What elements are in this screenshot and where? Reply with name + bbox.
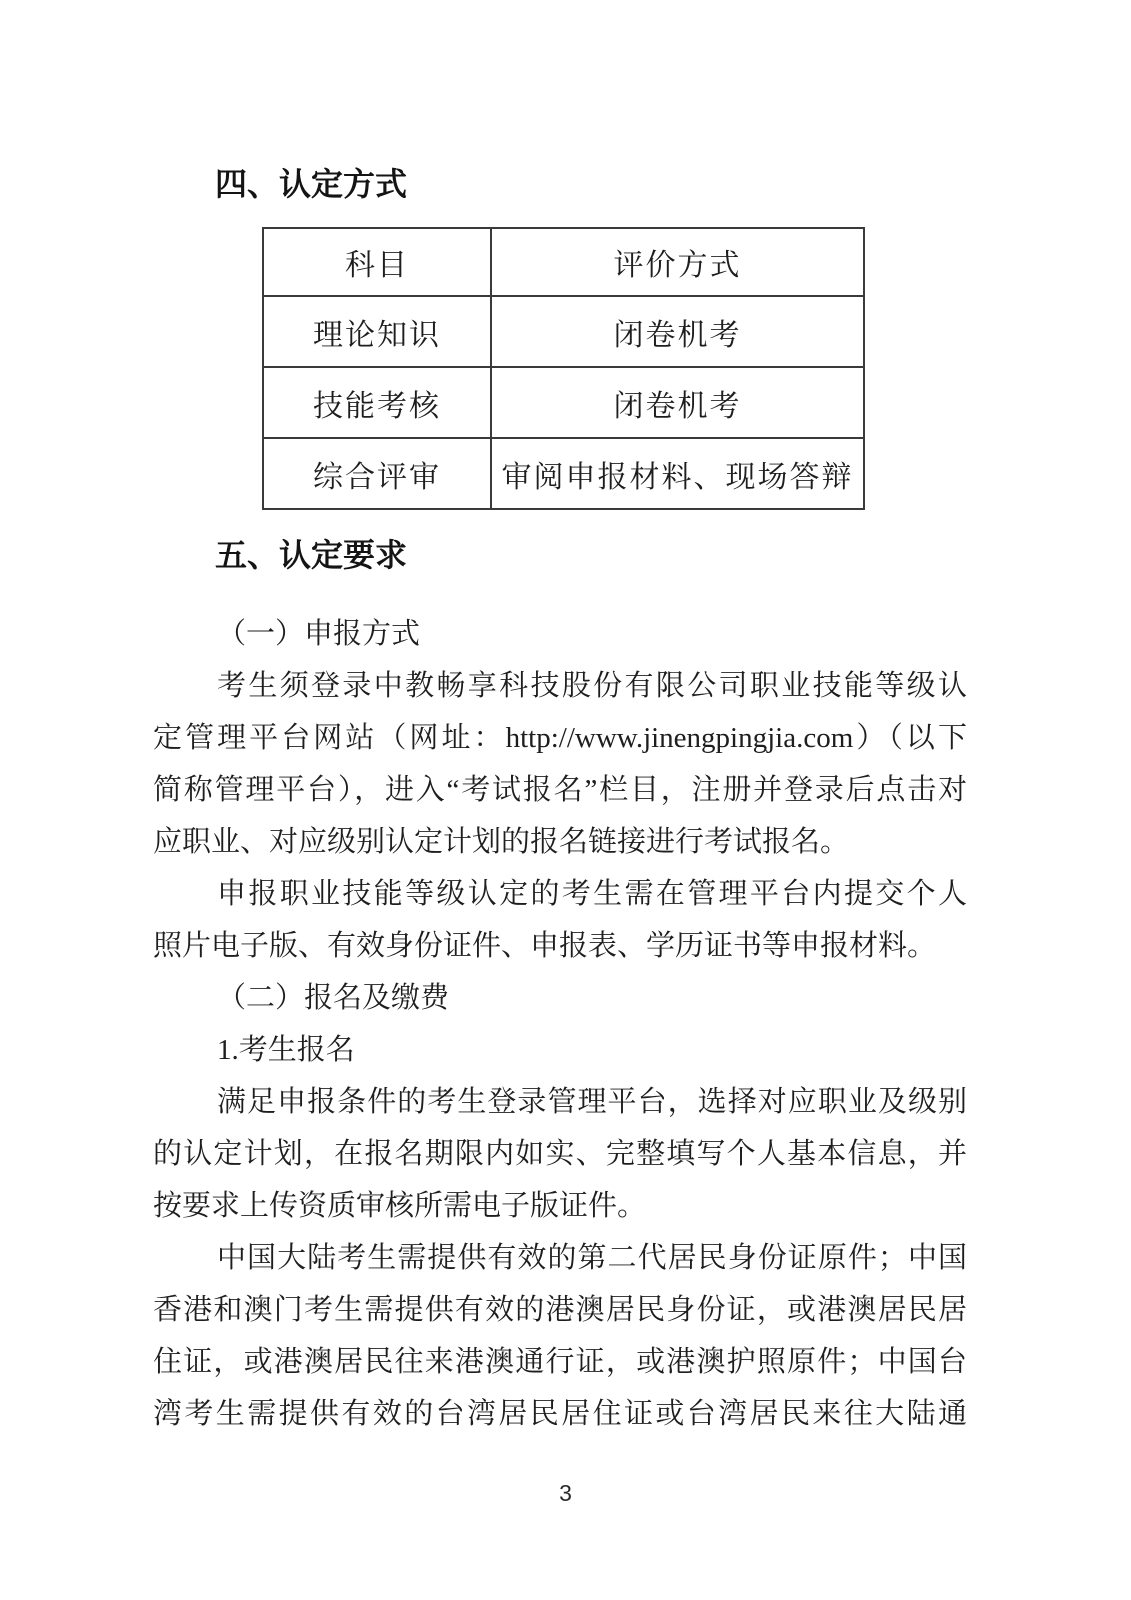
table-row	[263, 438, 864, 509]
text-line: 申报职业技能等级认定的考生需在管理平台内提交个人	[217, 878, 967, 910]
text-line: 应职业、对应级别认定计划的报名链接进行考试报名。	[153, 826, 850, 858]
text-line: 香港和澳门考生需提供有效的港澳居民身份证，或港澳居民居	[153, 1294, 967, 1326]
section-heading-5: 五、认定要求	[215, 537, 408, 573]
text-line: 湾考生需提供有效的台湾居民居住证或台湾居民来往大陆通	[153, 1398, 967, 1430]
table-cell-method: 闭卷机考	[491, 367, 864, 438]
text-line: 满足申报条件的考生登录管理平台，选择对应职业及级别	[217, 1086, 967, 1118]
table-cell-subject: 技能考核	[263, 367, 491, 438]
text-line: 住证，或港澳居民往来港澳通行证，或港澳护照原件；中国台	[153, 1346, 967, 1378]
evaluation-method-table	[262, 227, 865, 510]
text-line: 考生须登录中教畅享科技股份有限公司职业技能等级认	[217, 670, 967, 702]
text-line: 1.考生报名	[217, 1034, 355, 1066]
table-header-method: 评价方式	[491, 228, 864, 296]
text-line: 定管理平台网站（网址：http://www.jinengpingjia.com）（以下	[153, 722, 967, 754]
body-paragraphs	[153, 608, 967, 1440]
text-line: 的认定计划，在报名期限内如实、完整填写个人基本信息，并	[153, 1138, 967, 1170]
text-line: 按要求上传资质审核所需电子版证件。	[153, 1190, 647, 1222]
table-header-row	[263, 228, 864, 296]
text-line: （二）报名及缴费	[217, 982, 450, 1014]
table-cell-method: 审阅申报材料、现场答辩	[491, 438, 864, 509]
text-line: 照片电子版、有效身份证件、申报表、学历证书等申报材料。	[153, 930, 937, 962]
table-row	[263, 296, 864, 367]
text-line: 简称管理平台），进入“考试报名”栏目，注册并登录后点击对	[153, 774, 967, 806]
table-header-subject: 科目	[263, 228, 491, 296]
page-number: 3	[559, 1480, 572, 1506]
table-cell-subject: 综合评审	[263, 438, 491, 509]
table-cell-subject: 理论知识	[263, 296, 491, 367]
table-row	[263, 367, 864, 438]
table-cell-method: 闭卷机考	[491, 296, 864, 367]
section-heading-4: 四、认定方式	[215, 166, 408, 202]
text-line: 中国大陆考生需提供有效的第二代居民身份证原件；中国	[217, 1242, 967, 1274]
text-line: （一）申报方式	[217, 618, 421, 650]
